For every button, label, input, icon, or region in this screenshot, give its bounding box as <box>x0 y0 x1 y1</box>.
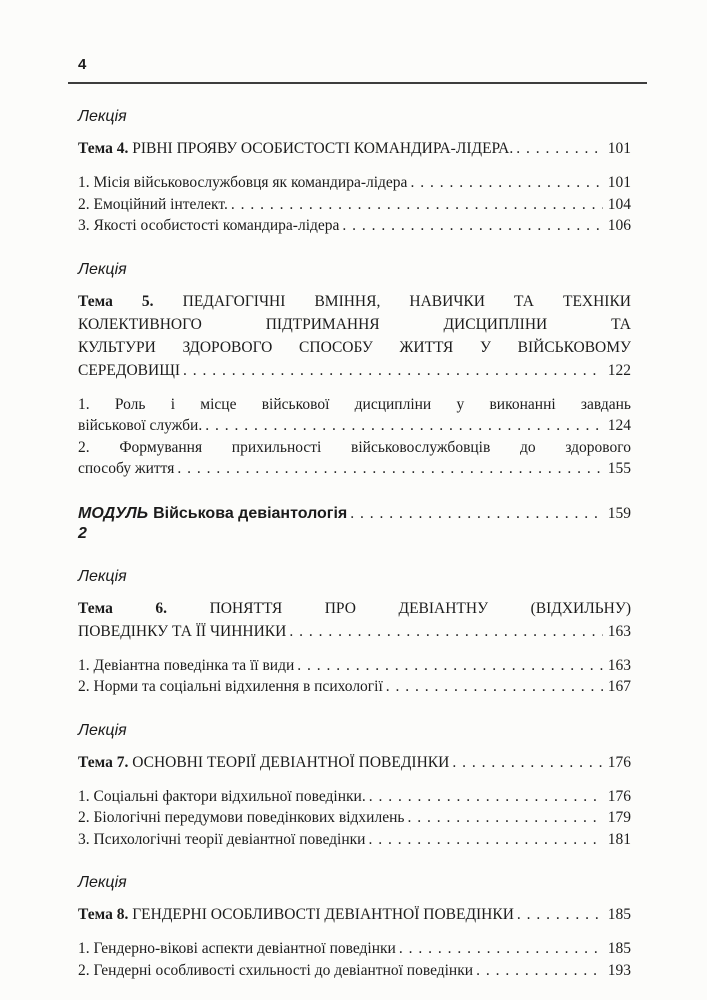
entry-line <box>78 938 631 960</box>
entry-line <box>78 597 631 620</box>
lecture-label: Лекція <box>78 567 127 585</box>
lecture-label: Лекція <box>78 874 127 891</box>
dot-leader <box>386 676 603 698</box>
module-prefix: МОДУЛЬ 2 <box>78 504 149 542</box>
entry-text: Тема 6. ПОНЯТТЯ ПРО ДЕВІАНТНУ (ВІДХИЛЬНУ) <box>78 599 631 617</box>
entry-line <box>78 215 631 237</box>
theme-number: Тема 8. <box>78 906 133 923</box>
theme-number: Тема 7. <box>78 753 133 771</box>
page-ref: 185 <box>607 940 631 957</box>
dot-leader <box>516 137 603 160</box>
dot-leader <box>183 359 603 382</box>
entry-text: способу життя <box>78 460 175 477</box>
page-ref: 179 <box>607 809 631 826</box>
toc-item <box>78 807 631 829</box>
entry-line <box>78 807 631 829</box>
dot-leader <box>342 215 603 237</box>
toc-item <box>78 215 631 237</box>
dot-leader <box>476 960 603 982</box>
toc-item <box>78 655 631 677</box>
toc-item <box>78 938 631 960</box>
lecture-label: Лекція <box>78 721 127 739</box>
entry-text: 2. Норми та соціальні відхилення в психології <box>78 678 383 695</box>
theme-number: Тема 5. <box>78 292 183 310</box>
theme-number: Тема 4. <box>78 140 133 157</box>
theme-entry <box>78 290 631 382</box>
entry-line <box>78 903 631 926</box>
entry-text: 1. Гендерно-вікові аспекти девіантної поведінки <box>78 940 396 957</box>
entry-text: 3. Психологічні теорії девіантної поведінки <box>78 830 366 848</box>
module-heading <box>78 504 631 544</box>
toc-item <box>78 829 631 851</box>
entry-text: Тема 4. РІВНІ ПРОЯВУ ОСОБИСТОСТІ КОМАНДИРА-ЛІДЕРА. <box>78 140 514 157</box>
entry-line <box>78 676 631 698</box>
entry-line <box>78 415 631 437</box>
entry-line <box>78 620 631 643</box>
toc-item <box>78 172 631 194</box>
dot-leader <box>177 458 603 480</box>
dot-leader <box>399 938 603 960</box>
page-ref: 163 <box>607 622 631 640</box>
header-rule <box>68 82 647 84</box>
dot-leader <box>368 829 603 851</box>
entry-text: 1. Девіантна поведінка та її види <box>78 656 295 674</box>
theme-entry <box>78 597 631 643</box>
theme-entry <box>78 903 631 926</box>
entry-line <box>78 437 631 459</box>
dot-leader <box>369 786 603 808</box>
dot-leader <box>517 903 603 926</box>
entry-line <box>78 458 631 480</box>
toc <box>78 108 631 981</box>
page-ref: 101 <box>607 140 631 157</box>
page-ref: 193 <box>607 961 631 979</box>
page-ref: 181 <box>607 830 631 848</box>
dot-leader <box>452 751 603 774</box>
entry-line <box>78 359 631 382</box>
toc-item <box>78 437 631 480</box>
entry-text: 3. Якості особистості командира-лідера <box>78 217 340 234</box>
entry-text: Тема 7. ОСНОВНІ ТЕОРІЇ ДЕВІАНТНОЇ ПОВЕДІНКИ <box>78 753 450 771</box>
page-number: 4 <box>78 56 87 73</box>
lecture-label: Лекція <box>78 108 127 125</box>
entry-text: військової служби. <box>78 417 203 434</box>
entry-text: Тема 5. ПЕДАГОГІЧНІ ВМІННЯ, НАВИЧКИ ТА ТЕХНІКИ <box>78 292 631 310</box>
entry-line <box>78 194 631 216</box>
entry-text: СЕРЕДОВИЩІ <box>78 361 180 379</box>
entry-line <box>78 786 631 808</box>
entry-text: Тема 8. ГЕНДЕРНІ ОСОБЛИВОСТІ ДЕВІАНТНОЇ ПОВЕДІНКИ <box>78 906 514 923</box>
page-ref: 167 <box>607 678 631 695</box>
entry-line <box>78 751 631 774</box>
page-header <box>78 56 631 84</box>
page-ref: 185 <box>607 906 631 923</box>
entry-line <box>78 172 631 194</box>
entry-line <box>78 394 631 416</box>
theme-number: Тема 6. <box>78 599 210 617</box>
entry-text: 1. Місія військовослужбовця як командира-лідера <box>78 174 408 191</box>
page-ref: 124 <box>607 417 631 434</box>
dot-leader <box>205 415 603 437</box>
dot-leader <box>350 504 603 524</box>
page-ref: 155 <box>607 460 631 477</box>
entry-text: ПОВЕДІНКУ ТА ЇЇ ЧИННИКИ <box>78 622 287 640</box>
toc-item <box>78 676 631 698</box>
toc-item <box>78 786 631 808</box>
page-ref: 106 <box>607 217 631 234</box>
entry-text: 1. Соціальні фактори відхильної поведінки. <box>78 787 366 805</box>
entry-line <box>78 829 631 851</box>
theme-entry <box>78 137 631 160</box>
page-ref: 163 <box>607 656 631 674</box>
dot-leader <box>297 655 603 677</box>
entry-text: 2. Формування прихильності військовослужбовців до здорового <box>78 438 631 456</box>
entry-text: КОЛЕКТИВНОГО ПІДТРИМАННЯ ДИСЦИПЛІНИ ТА <box>78 315 631 333</box>
toc-item <box>78 960 631 982</box>
entry-line <box>78 137 631 160</box>
entry-line <box>78 313 631 336</box>
entry-line <box>78 336 631 359</box>
lecture-label: Лекція <box>78 260 127 278</box>
page-ref: 104 <box>607 195 631 213</box>
entry-text: 2. Гендерні особливості схильності до девіантної поведінки <box>78 961 474 979</box>
dot-leader <box>231 194 603 216</box>
entry-text: КУЛЬТУРИ ЗДОРОВОГО СПОСОБУ ЖИТТЯ У ВІЙСЬКОВОМУ <box>78 338 631 356</box>
page-ref: 159 <box>607 504 631 522</box>
theme-entry <box>78 751 631 774</box>
dot-leader <box>407 807 603 829</box>
entry-line <box>78 290 631 313</box>
entry-line <box>78 960 631 982</box>
entry-text: 2. Біологічні передумови поведінкових відхилень <box>78 809 405 826</box>
page-ref: 176 <box>607 787 631 805</box>
page-ref: 122 <box>607 361 631 379</box>
toc-item <box>78 394 631 437</box>
entry-text: 2. Емоційний інтелект. <box>78 195 228 213</box>
entry-text: 1. Роль і місце військової дисципліни у виконанні завдань <box>78 395 631 413</box>
dot-leader <box>289 620 603 643</box>
page-ref: 176 <box>607 753 631 771</box>
page-ref: 101 <box>607 174 631 191</box>
entry-line <box>78 655 631 677</box>
module-title: Військова девіантологія <box>153 504 348 522</box>
toc-item <box>78 194 631 216</box>
dot-leader <box>410 172 603 194</box>
